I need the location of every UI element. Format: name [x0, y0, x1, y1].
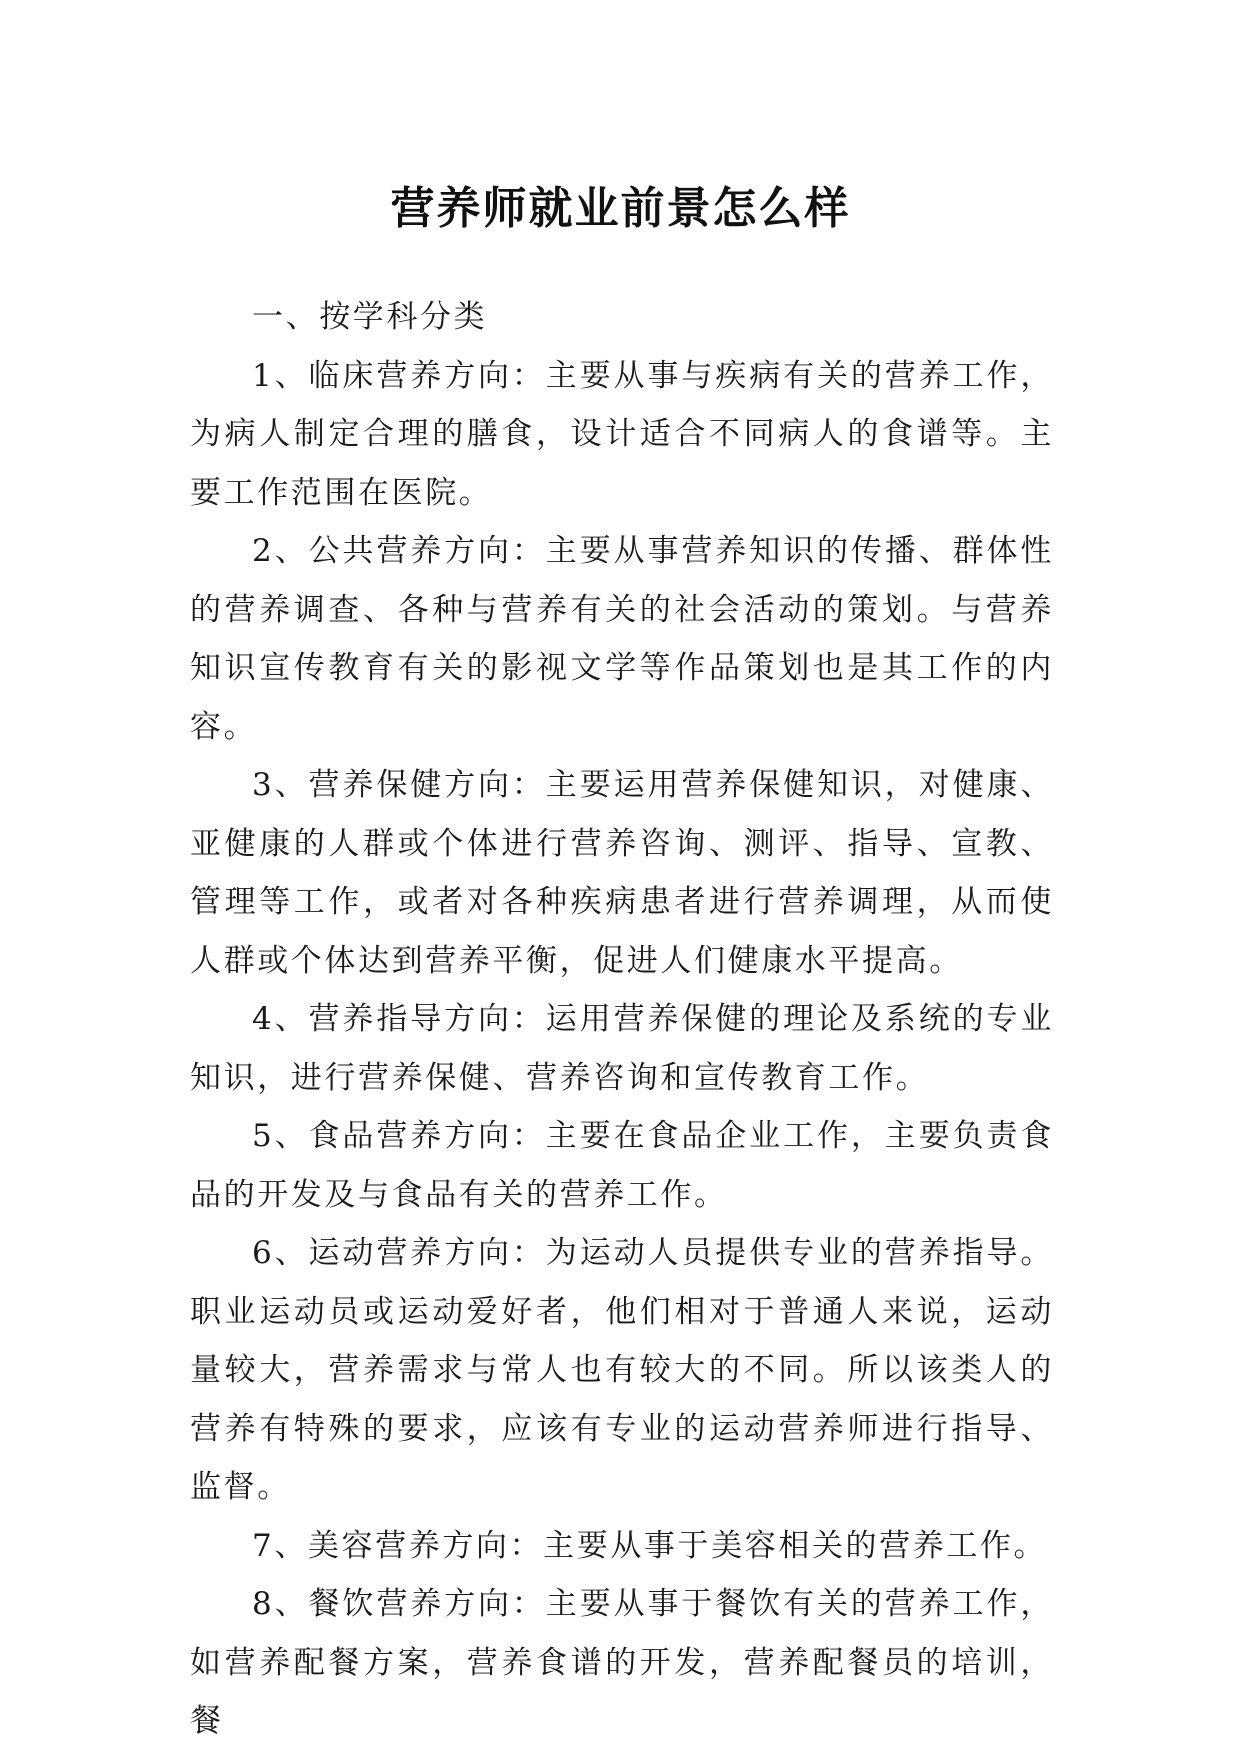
paragraph-public-nutrition: 2、公共营养方向：主要从事营养知识的传播、群体性的营养调查、各种与营养有关的社会活动的策划。与营养知识宣传教育有关的影视文学等作品策划也是其工作的内容。: [190, 533, 1054, 745]
section-heading: 一、按学科分类: [252, 299, 488, 335]
paragraph-catering-nutrition: 8、餐饮营养方向：主要从事于餐饮有关的营养工作，如营养配餐方案，营养食谱的开发，营养配餐员的培训，餐: [190, 1586, 1054, 1739]
paragraph-beauty-nutrition: 7、美容营养方向：主要从事于美容相关的营养工作。: [252, 1527, 1048, 1564]
document-body: [190, 288, 1054, 1751]
document-title: 营养师就业前景怎么样: [390, 183, 851, 235]
paragraph-food-nutrition: 5、食品营养方向：主要在食品企业工作，主要负责食品的开发及与食品有关的营养工作。: [190, 1118, 1054, 1213]
paragraph-nutrition-health: 3、营养保健方向：主要运用营养保健知识，对健康、亚健康的人群或个体进行营养咨询、测评、指导、宣教、管理等工作，或者对各种疾病患者进行营养调理，从而使人群或个体达到营养平衡，促进人们健康水平提高。: [190, 767, 1054, 979]
paragraph-sports-nutrition: 6、运动营养方向：为运动人员提供专业的营养指导。职业运动员或运动爱好者，他们相对于普通人来说，运动量较大，营养需求与常人也有较大的不同。所以该类人的营养有特殊的要求，应该有专业的运动营养师进行指导、监督。: [190, 1235, 1054, 1505]
paragraph-nutrition-guidance: 4、营养指导方向：运用营养保健的理论及系统的专业知识，进行营养保健、营养咨询和宣传教育工作。: [190, 1001, 1054, 1096]
paragraph-clinical-nutrition: 1、临床营养方向：主要从事与疾病有关的营养工作，为病人制定合理的膳食，设计适合不同病人的食谱等。主要工作范围在医院。: [190, 357, 1054, 511]
